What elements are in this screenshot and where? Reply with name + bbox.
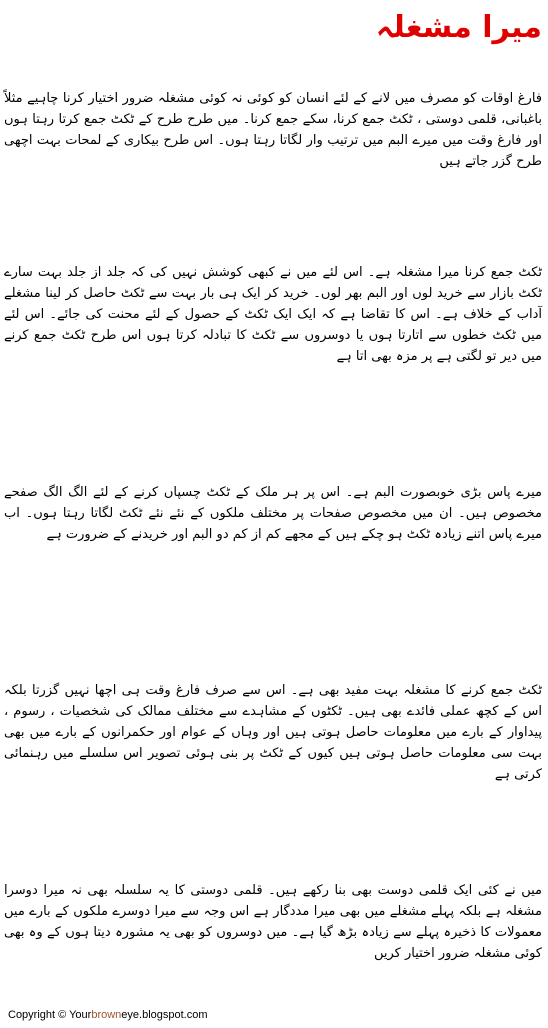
paragraph-3: میرے پاس بڑی خوبصورت البم ہے۔ اس پر ہر ملک کے ٹکٹ چسپاں کرنے کے لئے الگ الگ صفحے مخصوص ہیں۔ ان میں مخصوص صفحات پر مختلف ملکوں کے نئے نئے ٹکٹ لگاتا رہتا ہوں۔ اب میرے پاس اتنے زیادہ ٹکٹ ہو چکے ہیں کے مجھے کم از کم دو البم اور خریدنے کے ضرورت ہے <box>4 485 542 542</box>
page-title: میرا مشغلہ <box>375 10 542 45</box>
paragraph-2: ٹکٹ جمع کرنا میرا مشغلہ ہے۔ اس لئے میں نے کبھی کوشش نہیں کی کہ جلد از جلد بہت سارے ٹکٹ بازار سے خرید لوں اور البم بھر لوں۔ خرید کر ایک ہی بار بہت سے ٹکٹ حاصل کر لینا مشغلے آداب کے خلاف ہے۔ اس کا تقاضا ہے کہ ایک ایک ٹکٹ کے حصول کے لئے محنت کی جائے۔ اس لئے میں ٹکٹ خطوں سے اتارتا ہوں یا دوسروں سے ٹکٹ کا تبادلہ کرتا ہوں اس طرح ٹکٹ جمع کرنے میں دیر تو لگتی ہے پر مزہ بھی اتا ہے <box>4 265 542 364</box>
copyright-suffix: eye.blogspot.com <box>121 1009 208 1021</box>
paragraph-1: فارغ اوقات کو مصرف میں لانے کے لئے انسان کو کوئی نہ کوئی مشغلہ ضرور اختیار کرنا چاہیے مثلاً باغبانی، قلمی دوستی ، ٹکٹ جمع کرنا، سکے جمع کرنا۔ میں طرح طرح کے ٹکٹ جمع کرتا رہتا ہوں اور فارغ وقت میں میرے البم میں ترتیب وار لگاتا رہتا ہوں۔ اس طرح بیکاری کے لمحات بہت اچھی طرح گزر جاتے ہیں <box>4 91 542 169</box>
paragraph-4: ٹکٹ جمع کرنے کا مشغلہ بہت مفید بھی ہے۔ اس سے صرف فارغ وقت ہی اچھا نہیں گزرتا بلکہ اس کے کچھ عملی فائدے بھی ہیں۔ ٹکٹوں کے مشاہدے سے مختلف ممالک کی شخصیات ، رسوم ، پیداوار کے بارے میں معلومات حاصل ہوتی ہیں اور وہاں کے عوام اور حکمرانوں کے بارے میں بھی بہت سی معلومات حاصل ہوتی ہیں کیوں کے ٹکٹ پر بنی ہوئی تصویر اس سلسلے میں رہنمائی کرتی ہے <box>4 683 542 782</box>
copyright-footer <box>8 1008 208 1022</box>
copyright-prefix: Copyright © Your <box>8 1009 92 1021</box>
copyright-brand-highlight: brown <box>91 1009 122 1021</box>
paragraph-5: میں نے کئی ایک قلمی دوست بھی بنا رکھے ہیں۔ قلمی دوستی کا یہ سلسلہ بھی نہ میرا دوسرا مشغلہ ہے بلکہ پہلے مشغلے میں بھی میرا مددگار ہے اس وجہ سے میرا دوسرے ملکوں کے بارے میں معمولات کا ذخیرہ پہلے سے زیادہ بڑھ گیا ہے۔ میں دوسروں کو بھی یہ مشورہ دیتا ہوں کے وہ بھی کوئی مشغلہ ضرور اختیار کریں <box>4 883 542 961</box>
